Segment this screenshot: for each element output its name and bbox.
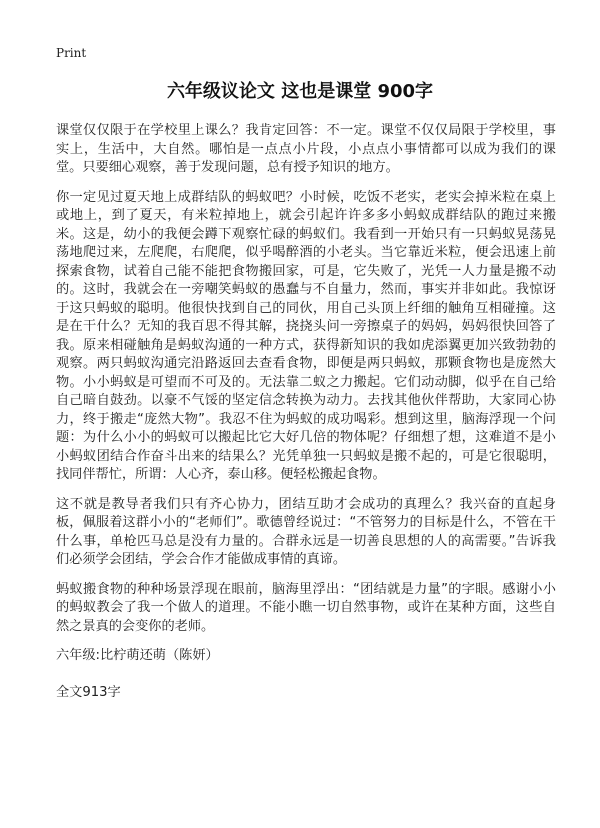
article-title: 六年级议论文 这也是课堂 900字 [166, 81, 434, 102]
paragraph: 课堂仅仅限于在学校里上课么？我肯定回答：不一定。课堂不仅仅局限于学校里，事实上，生活中，大自然。哪怕是一点点小片段，小点点小事情都可以成为我们的课堂。只要细心观察，善于发现问题，总有授予知识的地方。 [56, 123, 556, 175]
paragraph: 蚂蚁搬食物的种种场景浮现在眼前，脑海里浮出：“团结就是力量”的字眼。感谢小小的蚂蚁教会了我一个做人的道理。不能小瞧一切自然事物，或许在某种方面，这些自然之景真的会变你的老师。 [56, 581, 556, 634]
paragraph: 你一定见过夏天地上成群结队的蚂蚁吧？小时候，吃饭不老实，老实会掉米粒在桌上或地上，到了夏天，有米粒掉地上，就会引起许许多多小蚂蚁成群结队的跑过来搬米。这是，幼小的我便会蹲下观察忙碌的蚂蚁们。我看到一开始只有一只蚂蚁晃荡晃荡地爬过来，左爬爬，右爬爬，似乎喝醉酒的小老头。当它靠近米粒，便会迅速上前探索食物，试着自己能不能把食物搬回家，可是，它失败了，光凭一人力量是搬不动的。这时，我就会在一旁嘲笑蚂蚁的愚蠢与不自量力，然而，事实并非如此。我惊讶于这只蚂蚁的聪明。他很快找到自己的同伙，用自己头顶上纤细的触角互相碰撞。这是在干什么？无知的我百思不得其解，挠挠头问一旁擦桌子的妈妈，妈妈很快回答了我。原来相碰触角是蚂蚁沟通的一种方式，获得新知识的我如虎添翼更加兴致勃勃的观察。两只蚂蚁沟通完沿路返回去查看食物，即便是两只蚂蚁，那颗食物也是庞然大物。小小蚂蚁是可望而不可及的。无法靠二蚁之力搬起。它们动动脚，似乎在自己给自己暗自鼓劲。以豪不气馁的坚定信念转换为动力。去找其他伙伴帮助，大家同心协力，终于搬走“庞然大物”。我忍不住为蚂蚁的成功喝彩。想到这里，脑海浮现一个问题：为什么小小的蚂蚁可以搬起比它大好几倍的物体呢？仔细想了想，这难道不是小小蚂蚁团结合作奋斗出来的结果么？光凭单独一只蚂蚁是搬不起的，可是它很聪明，找同伴帮忙，所谓：人心齐，泰山移。便轻松搬起食物。 [56, 189, 556, 482]
print-link[interactable]: Print [56, 46, 87, 60]
author-line: 六年级:比柠萌还萌（陈妍） [56, 648, 219, 663]
word-count: 全文913字 [56, 684, 121, 700]
paragraph: 这不就是教导者我们只有齐心协力，团结互助才会成功的真理么？我兴奋的直起身板，佩服着这群小小的“老师们”。歌德曾经说过：“不管努力的目标是什么，不管在干什么事，单枪匹马总是没有力量的。合群永远是一切善良思想的人的高需要。”告诉我们必须学会团结，学会合作才能做成事情的真谛。 [56, 496, 556, 567]
article-body [56, 122, 556, 720]
